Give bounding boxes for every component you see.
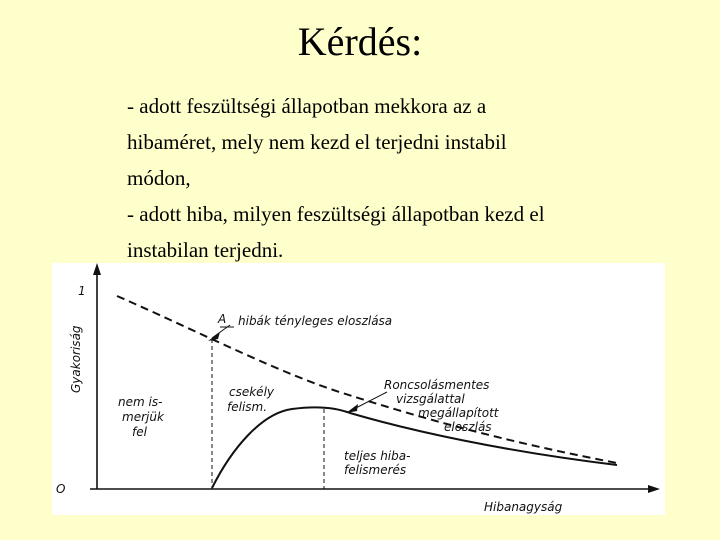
ndt-line: megállapított [418,406,499,420]
full-detection-label [344,449,414,477]
unknown-region-label [118,395,168,439]
unknown-line: merjük [122,410,164,424]
origin-label: O [56,482,66,496]
question-line: instabilan terjedni. [127,238,284,262]
question-text [127,88,687,268]
full-detection-line: teljes hiba- [344,449,411,463]
unknown-line: nem is- [118,395,163,409]
y-tick-1: 1 [78,284,86,298]
full-detection-line: felismerés [344,463,407,477]
few-detected-line: csekély [229,385,274,399]
y-axis-label: Gyakoriság [69,325,83,393]
question-line: hibaméret, mely nem kezd el terjedni instabil [127,130,507,154]
y-axis-arrow [93,263,101,275]
actual-distribution-arrowhead [208,332,220,341]
ndt-line: vizsgálattal [396,392,465,406]
marker-a: A [218,312,227,326]
ndt-line: Roncsolásmentes [384,378,490,392]
ndt-distribution-label [384,378,502,434]
x-axis-label: Hibanagyság [484,500,563,514]
x-axis-arrow [648,485,660,493]
ndt-line: eloszlás [444,420,492,434]
few-detected-label [227,385,278,414]
slide-title: Kérdés: [297,19,423,64]
few-detected-line: felism. [227,400,268,414]
question-line: - adott feszültségi állapotban mekkora az a [127,94,487,118]
question-line: - adott hiba, milyen feszültségi állapotban kezd el [127,202,545,226]
actual-distribution-label: hibák tényleges eloszlása [238,314,393,328]
flaw-distribution-diagram [52,263,665,515]
question-line: módon, [127,166,191,190]
ndt-distribution-curve [212,407,617,488]
unknown-line: fel [132,425,147,439]
